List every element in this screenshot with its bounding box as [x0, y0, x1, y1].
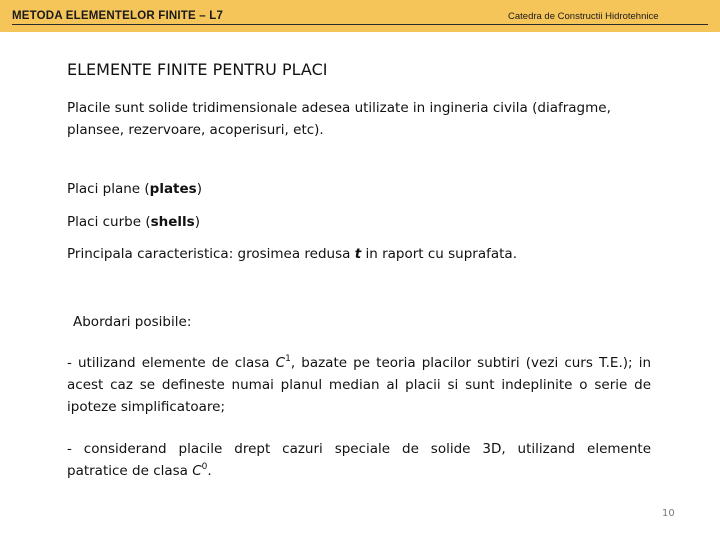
- shells-term: shells: [150, 214, 195, 230]
- plates-term: plates: [149, 181, 197, 197]
- intro-paragraph: Placile sunt solide tridimensionale adesea utilizate in ingineria civila (diafragme, plansee, rezervoare, acoperisuri, etc).: [67, 100, 611, 138]
- bullet1-superscript: 1: [285, 354, 291, 364]
- bullet2-text-b: .: [207, 463, 212, 479]
- bullet-thin-plate: [67, 352, 651, 418]
- shells-line: [67, 211, 200, 233]
- shells-suffix: ): [194, 214, 200, 230]
- plates-line: [67, 178, 202, 200]
- approaches-colon: :: [186, 314, 192, 330]
- plates-prefix: Placi plane (: [67, 181, 150, 197]
- principal-suffix: in raport cu suprafata.: [361, 246, 517, 262]
- bullet1-text-a: - utilizand elemente de clasa: [67, 355, 276, 371]
- slide-title: ELEMENTE FINITE PENTRU PLACI: [67, 60, 328, 79]
- bullet1-class-c: C: [275, 355, 286, 371]
- thickness-variable: t: [354, 246, 362, 262]
- principal-prefix: Principala caracteristica: grosimea redusa: [67, 246, 355, 262]
- plates-suffix: ): [196, 181, 202, 197]
- bullet-solid-3d: [67, 438, 651, 482]
- shells-prefix: Placi curbe (: [67, 214, 151, 230]
- bullet2-class-c: C: [192, 463, 202, 479]
- department-name: Catedra de Constructii Hidrotehnice: [508, 11, 659, 22]
- principal-characteristic: [67, 243, 517, 265]
- course-title: METODA ELEMENTELOR FINITE – L7: [12, 10, 224, 22]
- approaches-label: Abordari posibile: [73, 314, 187, 330]
- bullet1-text-b: , bazate pe teoria placilor subtiri (vezi curs T.E.); in acest caz se defineste numai planul median al placii si sunt indeplinite o serie de ipoteze simplificatoare;: [67, 355, 651, 415]
- page-number: 10: [662, 508, 675, 519]
- approaches-heading: [73, 311, 191, 333]
- header-divider: [12, 24, 708, 25]
- bullet2-superscript: 0: [201, 462, 208, 472]
- bullet2-text-a: patratice de clasa: [67, 463, 193, 479]
- bullet2-line1: - considerand placile drept cazuri speciale de solide 3D, utilizand elemente: [67, 441, 651, 457]
